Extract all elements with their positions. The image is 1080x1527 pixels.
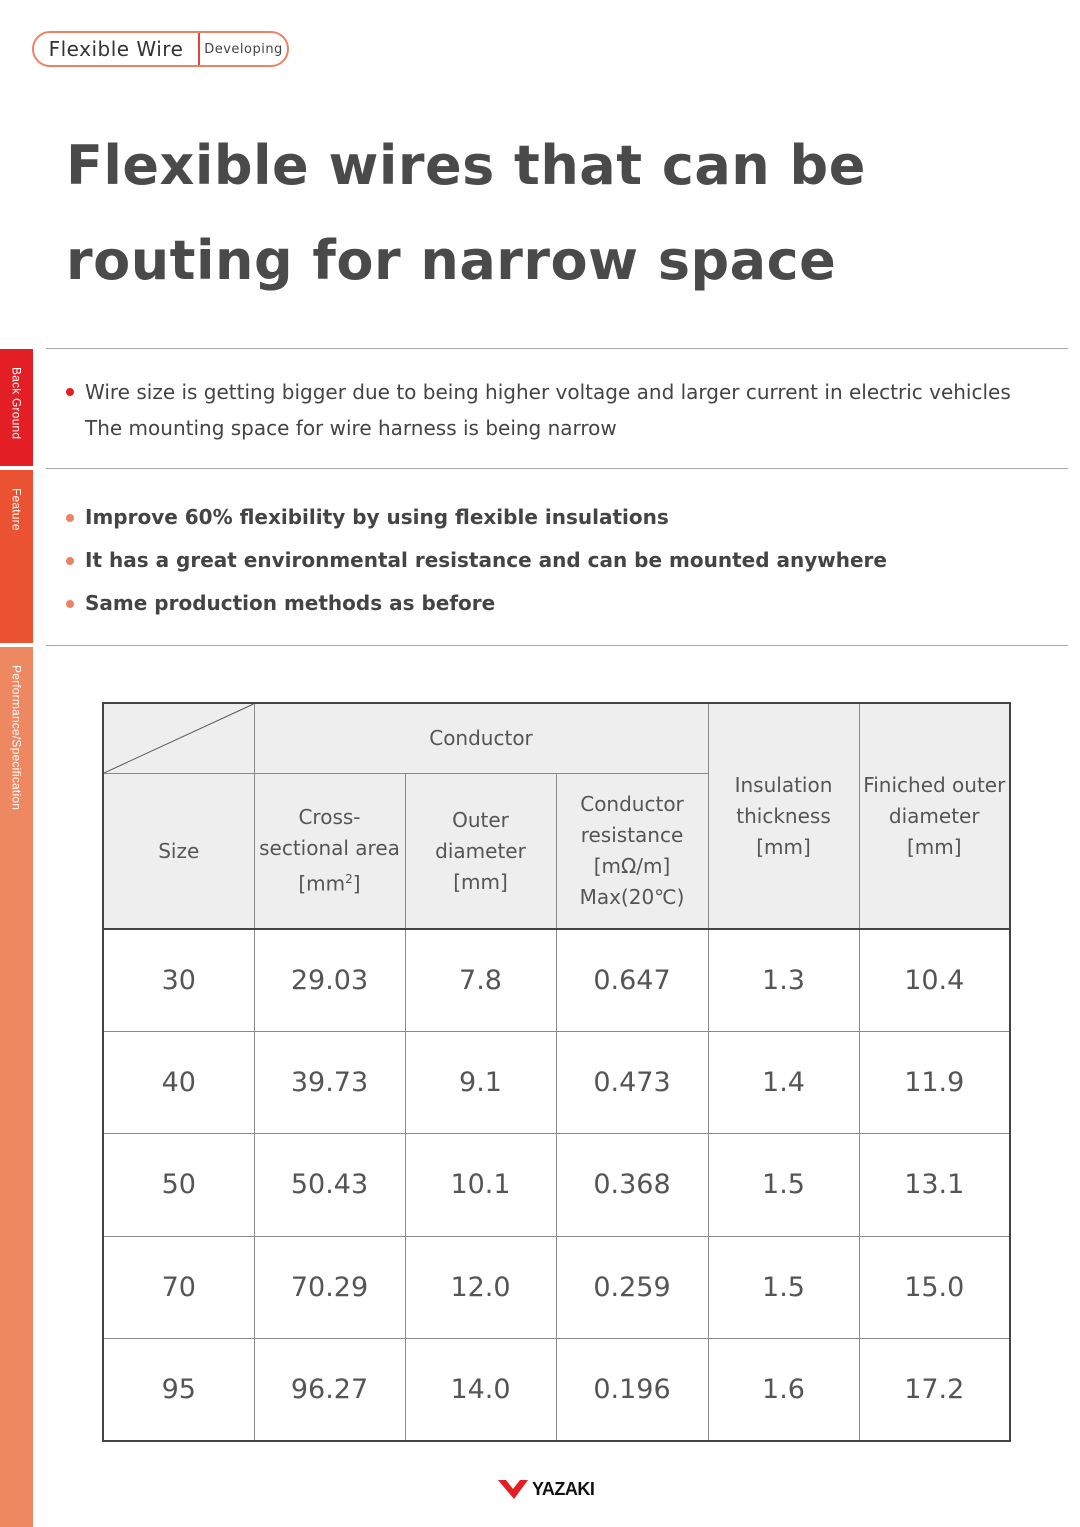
header-line: [mm] — [906, 834, 962, 859]
cell-size: 30 — [103, 929, 254, 1032]
side-tab-background — [0, 349, 33, 466]
finished-diameter-header — [859, 703, 1010, 929]
cell-insulation: 1.3 — [708, 929, 859, 1032]
feature-item — [64, 496, 887, 539]
header-line: [mm — [298, 871, 346, 896]
bullet-icon — [66, 388, 74, 396]
feature-list — [64, 496, 887, 625]
feature-text: Improve 60% flexibility by using flexible insulations — [85, 505, 669, 529]
category-tag — [32, 31, 289, 67]
header-line: [mΩ/m] — [593, 854, 671, 878]
cell-outer-diameter: 7.8 — [405, 929, 556, 1032]
cross-section-header — [254, 774, 405, 930]
cell-resistance: 0.259 — [556, 1236, 708, 1338]
cell-cross-section: 50.43 — [254, 1134, 405, 1236]
header-line: Conductor — [580, 792, 684, 816]
table-row — [103, 929, 1010, 1032]
cell-cross-section: 29.03 — [254, 929, 405, 1032]
category-tag-main: Flexible Wire — [48, 37, 184, 61]
side-tab-performance-label: Performance/Specification — [9, 665, 24, 811]
cell-size: 70 — [103, 1236, 254, 1338]
corner-cell — [103, 703, 254, 774]
header-line: Insulation — [734, 772, 833, 797]
table-row — [103, 1338, 1010, 1441]
side-tab-feature-label: Feature — [9, 488, 24, 531]
feature-item — [64, 539, 887, 582]
cell-finished-diameter: 10.4 — [859, 929, 1010, 1032]
insulation-header — [708, 703, 859, 929]
header-line: Cross- — [298, 805, 361, 830]
cell-outer-diameter: 9.1 — [405, 1032, 556, 1134]
cell-resistance: 0.473 — [556, 1032, 708, 1134]
background-line2: The mounting space for wire harness is being narrow — [85, 416, 617, 440]
cell-size: 95 — [103, 1338, 254, 1441]
background-line1: Wire size is getting bigger due to being higher voltage and larger current in electric vehicles — [85, 380, 1011, 404]
table-row — [103, 1134, 1010, 1236]
side-tab-background-label: Back Ground — [9, 367, 24, 440]
side-tab-performance — [0, 647, 33, 1527]
yazaki-logo — [498, 1478, 594, 1500]
header-line: Max(20℃) — [579, 885, 685, 909]
cell-insulation: 1.6 — [708, 1338, 859, 1441]
feature-text: Same production methods as before — [85, 591, 496, 615]
header-line: ] — [352, 871, 361, 896]
cell-outer-diameter: 12.0 — [405, 1236, 556, 1338]
yazaki-mark-icon — [498, 1478, 528, 1500]
cell-resistance: 0.368 — [556, 1134, 708, 1236]
header-line: [mm] — [756, 834, 811, 859]
cell-size: 40 — [103, 1032, 254, 1134]
spec-table — [102, 702, 1011, 1442]
header-line: diameter — [888, 803, 980, 828]
page-title-line1: Flexible wires that can be — [66, 134, 866, 197]
cell-outer-diameter: 14.0 — [405, 1338, 556, 1441]
diagonal-line — [104, 704, 254, 773]
cell-insulation: 1.5 — [708, 1236, 859, 1338]
cell-cross-section: 70.29 — [254, 1236, 405, 1338]
cell-insulation: 1.4 — [708, 1032, 859, 1134]
header-line: [mm] — [453, 869, 508, 894]
background-item — [64, 374, 1011, 446]
cell-finished-diameter: 15.0 — [859, 1236, 1010, 1338]
header-superscript: 2 — [345, 872, 353, 887]
divider — [46, 645, 1068, 646]
page-title — [66, 118, 1026, 308]
outer-diameter-header — [405, 774, 556, 930]
category-tag-status: Developing — [204, 41, 283, 57]
cell-insulation: 1.5 — [708, 1134, 859, 1236]
cell-size: 50 — [103, 1134, 254, 1236]
cell-resistance: 0.647 — [556, 929, 708, 1032]
cell-finished-diameter: 11.9 — [859, 1032, 1010, 1134]
conductor-group-header: Conductor — [254, 703, 708, 774]
page-title-line2: routing for narrow space — [66, 229, 837, 292]
bullet-icon — [66, 557, 74, 565]
bullet-icon — [66, 514, 74, 522]
table-row — [103, 1236, 1010, 1338]
cell-cross-section: 96.27 — [254, 1338, 405, 1441]
table-row — [103, 1032, 1010, 1134]
header-line: Finiched outer — [863, 772, 1006, 797]
bullet-icon — [66, 600, 74, 608]
cell-cross-section: 39.73 — [254, 1032, 405, 1134]
background-list — [64, 374, 1011, 446]
feature-item — [64, 582, 887, 625]
header-line: Outer — [452, 807, 509, 832]
divider — [46, 348, 1068, 349]
size-header: Size — [103, 774, 254, 930]
logo-text: YAZAKI — [532, 1478, 595, 1499]
header-line: diameter — [435, 838, 526, 863]
side-tab-feature — [0, 470, 33, 643]
cell-finished-diameter: 13.1 — [859, 1134, 1010, 1236]
cell-outer-diameter: 10.1 — [405, 1134, 556, 1236]
header-line: thickness — [736, 803, 831, 828]
cell-finished-diameter: 17.2 — [859, 1338, 1010, 1441]
header-line: sectional area — [259, 836, 400, 861]
divider — [46, 468, 1068, 469]
feature-text: It has a great environmental resistance and can be mounted anywhere — [85, 548, 887, 572]
resistance-header — [556, 774, 708, 930]
cell-resistance: 0.196 — [556, 1338, 708, 1441]
header-line: resistance — [580, 823, 684, 847]
